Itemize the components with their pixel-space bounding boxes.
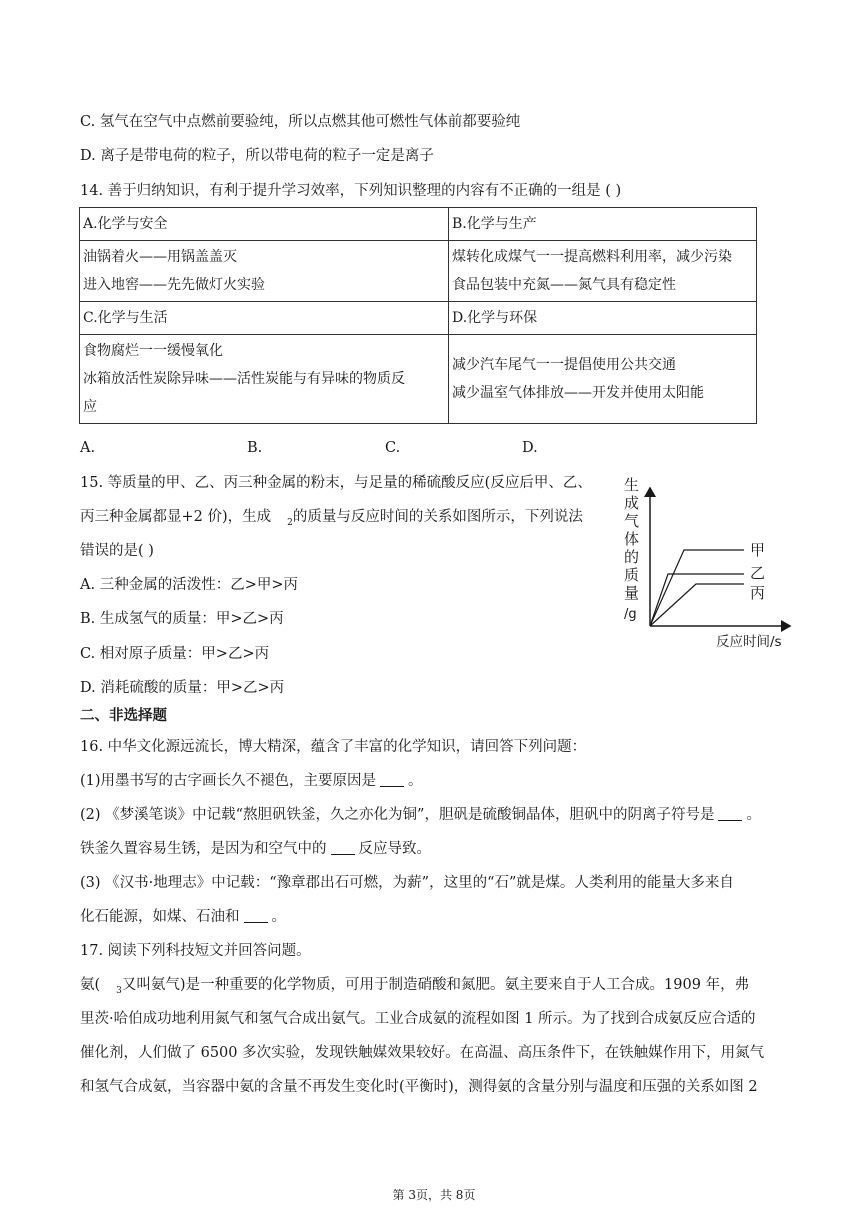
- q15-gas-time-graph: [612, 470, 802, 650]
- cell-d-line-1: 减少汽车尾气一一提倡使用公共交通: [452, 357, 676, 373]
- q16-part-3-end: 。: [271, 909, 286, 925]
- q17-para-line-4: 和氢气合成氨，当容器中氨的含量不再发生变化时(平衡时)，测得氨的含量分别与温度和压强的关系如图 2: [80, 1079, 758, 1095]
- series-bing-line: [650, 584, 744, 626]
- cell-b-line-2: 食品包装中充氮——氮气具有稳定性: [452, 277, 676, 293]
- q15-option-c[interactable]: C. 相对原子质量：甲>乙>丙: [80, 646, 270, 662]
- cell-d-head: D.化学与环保: [449, 302, 757, 335]
- q16-blank-2[interactable]: [718, 806, 742, 821]
- q16-part-1-end: 。: [408, 773, 423, 789]
- q16-part-2-end: 。: [746, 807, 761, 823]
- q14-stem: 14. 善于归纳知识，有利于提升学习效率，下列知识整理的内容有不正确的一组是 ( ): [80, 183, 622, 199]
- cell-d-line-2: 减少温室气体排放——开发并使用太阳能: [452, 385, 704, 401]
- cell-a-body: [80, 241, 449, 302]
- series-bing-label: 丙: [750, 584, 766, 602]
- q16-blank-1[interactable]: [380, 772, 404, 787]
- y-label-char-1: 生: [624, 476, 640, 494]
- series-yi-line: [650, 574, 744, 626]
- y-label-char-6: 质: [624, 566, 640, 584]
- x-axis-label: 反应时间/s: [716, 634, 782, 650]
- q15-stem-line-3: 错误的是( ): [80, 543, 154, 559]
- y-label-char-4: 体: [624, 530, 640, 548]
- q17-stem: 17. 阅读下列科技短文并回答问题。: [80, 943, 311, 959]
- q16-part-2-cont: [80, 839, 431, 859]
- page-footer: 第 3页，共 8页: [392, 1188, 476, 1202]
- q15-h2-subscript: 2: [287, 518, 293, 528]
- q17-para-line-2: 里茨·哈伯成功地利用氮气和氢气合成出氨气。工业合成氨的流程如图 1 所示。为了找到合成氨反应合适的: [80, 1011, 756, 1027]
- q17-para-line-1a: 氨(: [80, 977, 101, 993]
- cell-b-body: [449, 241, 757, 302]
- cell-c-line-1: 食物腐烂一一缓慢氧化: [83, 343, 223, 359]
- series-jia-label: 甲: [750, 541, 766, 559]
- y-unit: /g: [624, 607, 637, 622]
- cell-c-line-2: 冰箱放活性炭除异味——活性炭能与有异味的物质反: [83, 371, 405, 387]
- series-yi-label: 乙: [750, 564, 766, 582]
- q14-choice-c[interactable]: C.: [385, 440, 401, 456]
- q16-stem: 16. 中华文化源远流长，博大精深，蕴含了丰富的化学知识，请回答下列问题：: [80, 739, 587, 755]
- section-heading: 二、非选择题: [80, 707, 167, 724]
- q14-choice-b[interactable]: B.: [247, 440, 263, 456]
- q17-para-line-3: 催化剂，人们做了 6500 多次实验，发现铁触媒效果较好。在高温、高压条件下，在铁触媒作用下，用氮气: [80, 1045, 765, 1061]
- q14-choice-a[interactable]: A.: [80, 440, 96, 456]
- q17-para-line-1: [80, 975, 749, 1001]
- q17-nh3-subscript: 3: [116, 986, 122, 996]
- cell-a-line-2: 进入地窖——先先做灯火实验: [83, 277, 265, 293]
- q13-option-c: C. 氢气在空气中点燃前要验纯，所以点燃其他可燃性气体前都要验纯: [80, 114, 521, 130]
- q14-knowledge-table: [79, 207, 757, 424]
- q15-option-b[interactable]: B. 生成氢气的质量：甲>乙>丙: [80, 611, 284, 627]
- q16-blank-4[interactable]: [244, 908, 268, 923]
- cell-c-line-3: 应: [83, 399, 97, 415]
- cell-c-head: C.化学与生活: [80, 302, 449, 335]
- q13-option-d: D. 离子是带电荷的粒子，所以带电荷的粒子一定是离子: [80, 148, 434, 164]
- q16-blank-3[interactable]: [331, 840, 355, 855]
- q15-stem-line-2: [80, 507, 583, 533]
- q14-choice-d[interactable]: D.: [522, 440, 538, 456]
- cell-d-body: [449, 335, 757, 424]
- q16-part-2-cont-end: 反应导致。: [358, 841, 431, 857]
- q16-part-2-text: (2) 《梦溪笔谈》中记载“熬胆矾铁釜，久之亦化为铜”，胆矾是硫酸铜晶体，胆矾中的阴离子符号是: [80, 807, 715, 823]
- q16-part-1-text: (1)用墨书写的古字画长久不褪色，主要原因是: [80, 773, 377, 789]
- q16-part-3-cont-text: 化石能源，如煤、石油和: [80, 909, 240, 925]
- q15-stem-line-2b: 的质量与反应时间的关系如图所示，下列说法: [292, 509, 583, 525]
- cell-b-line-1: 煤转化成煤气一一提高燃料利用率，减少污染: [452, 249, 732, 265]
- y-label-char-2: 成: [624, 494, 640, 512]
- q16-part-3-cont: [80, 907, 286, 927]
- cell-b-head: B.化学与生产: [449, 208, 757, 241]
- q15-option-d[interactable]: D. 消耗硫酸的质量：甲>乙>丙: [80, 680, 285, 696]
- q15-stem-line-2a: 丙三种金属都显+2 价)，生成: [80, 509, 272, 525]
- q16-part-2-cont-text: 铁釜久置容易生锈，是因为和空气中的: [80, 841, 327, 857]
- cell-a-line-1: 油锅着火——用锅盖盖灭: [83, 249, 237, 265]
- y-label-char-5: 的: [624, 548, 640, 566]
- cell-a-head: A.化学与安全: [80, 208, 449, 241]
- q17-para-line-1b: 又叫氨气)是一种重要的化学物质，可用于制造硝酸和氮肥。氨主要来自于人工合成。1909 年，弗: [121, 977, 750, 993]
- series-jia-line: [650, 550, 744, 626]
- q15-option-a[interactable]: A. 三种金属的活泼性：乙>甲>丙: [80, 577, 298, 593]
- cell-c-body: [80, 335, 449, 424]
- q16-part-2: [80, 805, 761, 825]
- q16-part-1: [80, 771, 423, 791]
- q16-part-3: (3) 《汉书·地理志》中记载：“豫章郡出石可燃，为薪”，这里的“石”就是煤。人类利用的能量大多来自: [80, 875, 734, 891]
- y-label-char-3: 气: [624, 512, 640, 530]
- q15-stem-line-1: 15. 等质量的甲、乙、丙三种金属的粉末，与足量的稀硫酸反应(反应后甲、乙、: [80, 475, 592, 491]
- y-label-char-7: 量: [624, 584, 640, 602]
